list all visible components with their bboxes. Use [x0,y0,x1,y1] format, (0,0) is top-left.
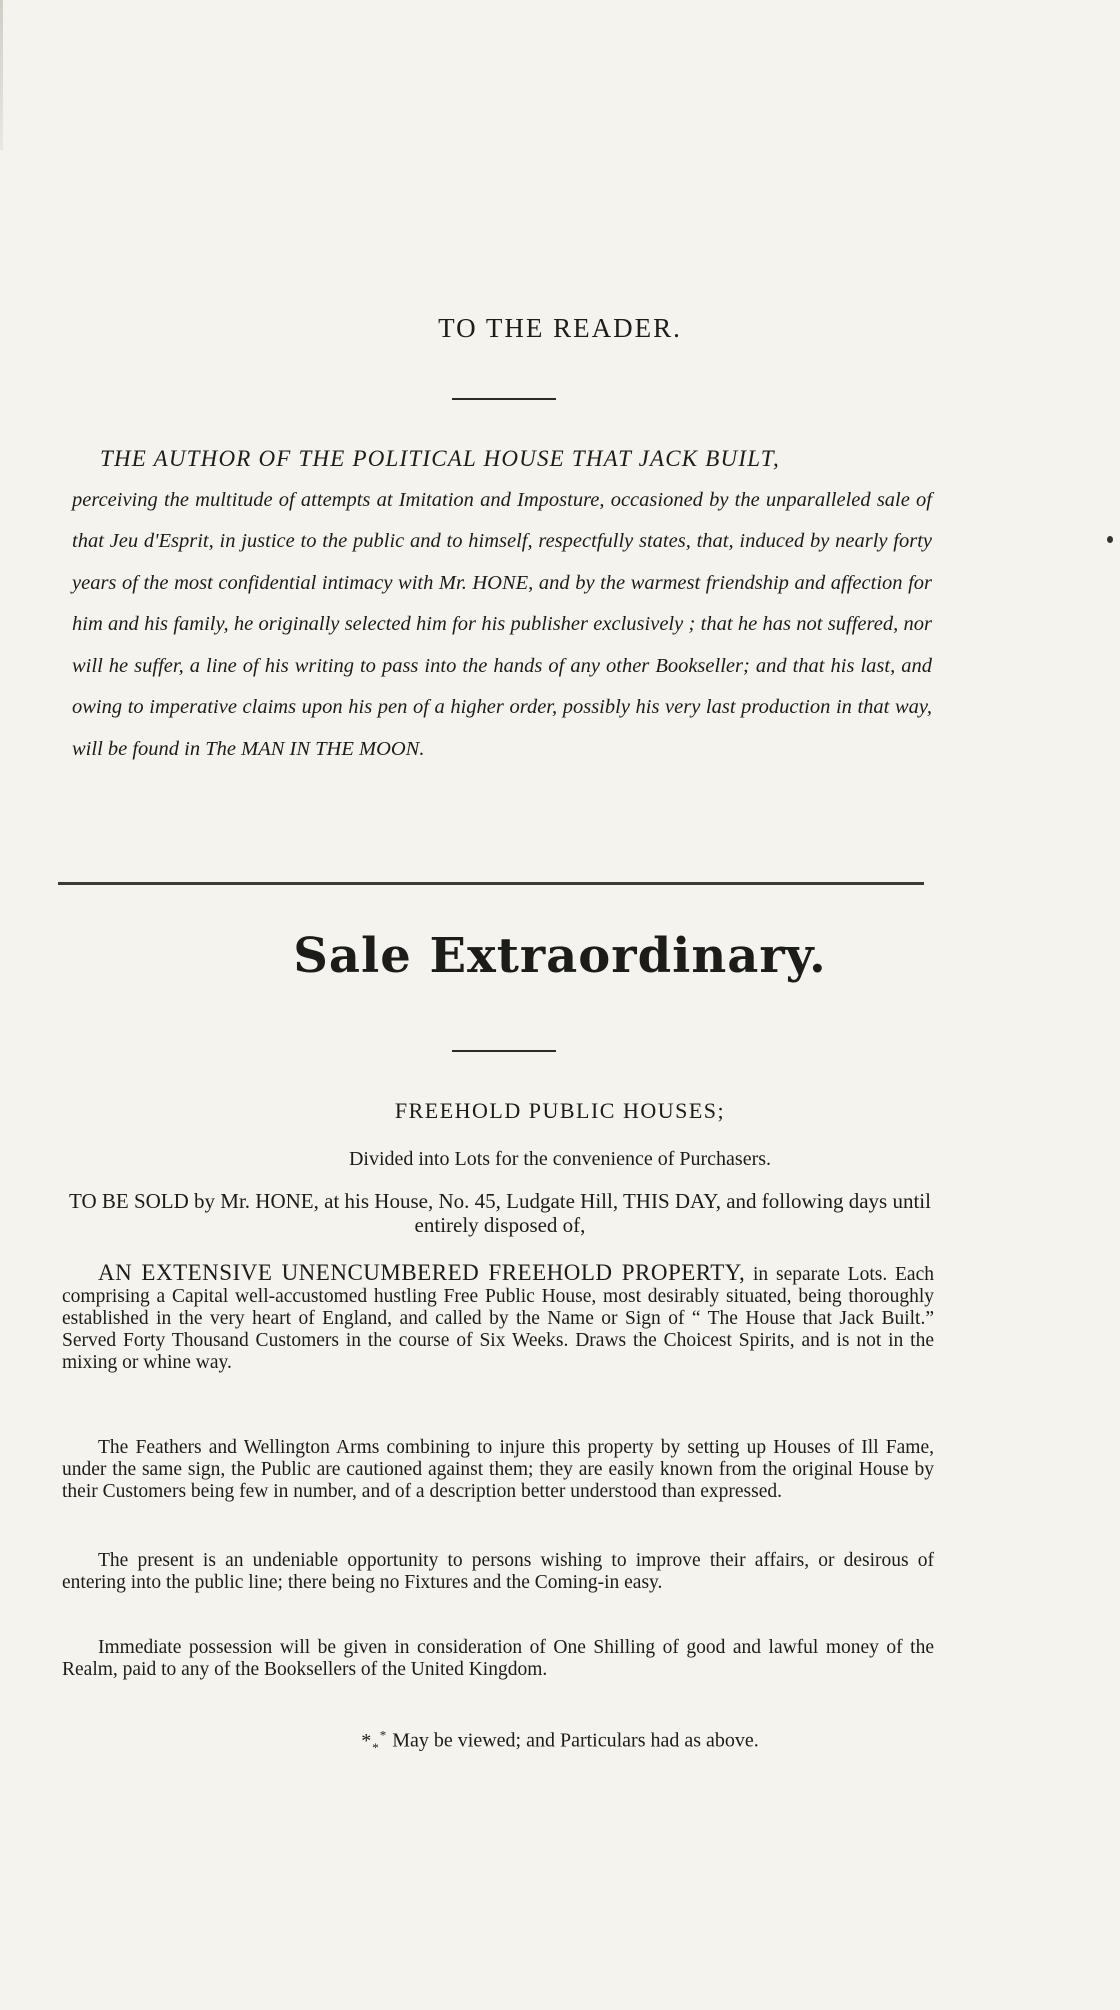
reader-heading: TO THE READER. [438,313,682,343]
to-be-sold-notice: TO BE SOLD by Mr. HONE, at his House, No. 45, Ludgate Hill, THIS DAY, and following days until entirely disposed of, [69,1189,931,1237]
author-notice [72,438,932,770]
viewing-text: May be viewed; and Particulars had as above. [392,1729,759,1752]
short-rule-bottom [452,1050,556,1052]
sale-heading: Sale Extraordinary. [293,928,827,984]
property-paragraph [62,1262,934,1374]
short-rule-top [452,398,556,400]
page-edge-shadow [0,0,3,150]
section-divider [58,882,924,885]
freehold-heading: FREEHOLD PUBLIC HOUSES; [394,1098,726,1123]
notice-lead: THE AUTHOR OF THE POLITICAL HOUSE THAT JACK BUILT, [100,446,780,471]
possession-paragraph: Immediate possession will be given in consideration of One Shilling of good and lawful money of the Realm, paid to any of the Booksellers of the United Kingdom. [62,1637,934,1680]
asterism-mark: $*_*^*$ [361,1727,388,1755]
property-body: in separate Lots. Each comprising a Capital well-accustomed hustling Free Public House, most desirably situated, being thoroughly established in the very heart of England, and called by the Name or Sign of “ The House that Jack Built.” Served Forty Thousand Customers in the course of Six Weeks. Draws the Choicest Spirits, and is not in the mixing or whine way. [62,1264,934,1373]
ink-speck [1107,536,1113,543]
viewing-note [0,1727,1120,1756]
opportunity-paragraph: The present is an undeniable opportunity to persons wishing to improve their affairs, or desirous of entering into the public line; there being no Fixtures and the Coming-in easy. [62,1550,934,1593]
notice-body: perceiving the multitude of attempts at Imitation and Imposture, occasioned by the unparalleled sale of that Jeu d'Esprit, in justice to the public and to himself, respectfully states, that, induced by nearly forty years of the most confidential intimacy with Mr. HONE, and by the warmest friendship and affection for him and his family, he originally selected him for his publisher exclusively ; that he has not suffered, nor will he suffer, a line of his writing to pass into the hands of any other Bookseller; and that his last, and owing to imperative claims upon his pen of a higher order, possibly his very last production in that way, will be found in The MAN IN THE MOON. [72,488,932,760]
caution-paragraph: The Feathers and Wellington Arms combining to injure this property by setting up Houses of Ill Fame, under the same sign, the Public are cautioned against them; they are easily known from the original House by their Customers being few in number, and of a description better understood than expressed. [62,1437,934,1502]
divided-line: Divided into Lots for the convenience of Purchasers. [348,1148,772,1170]
property-lead: AN EXTENSIVE UNENCUMBERED FREEHOLD PROPERTY, [98,1260,746,1285]
